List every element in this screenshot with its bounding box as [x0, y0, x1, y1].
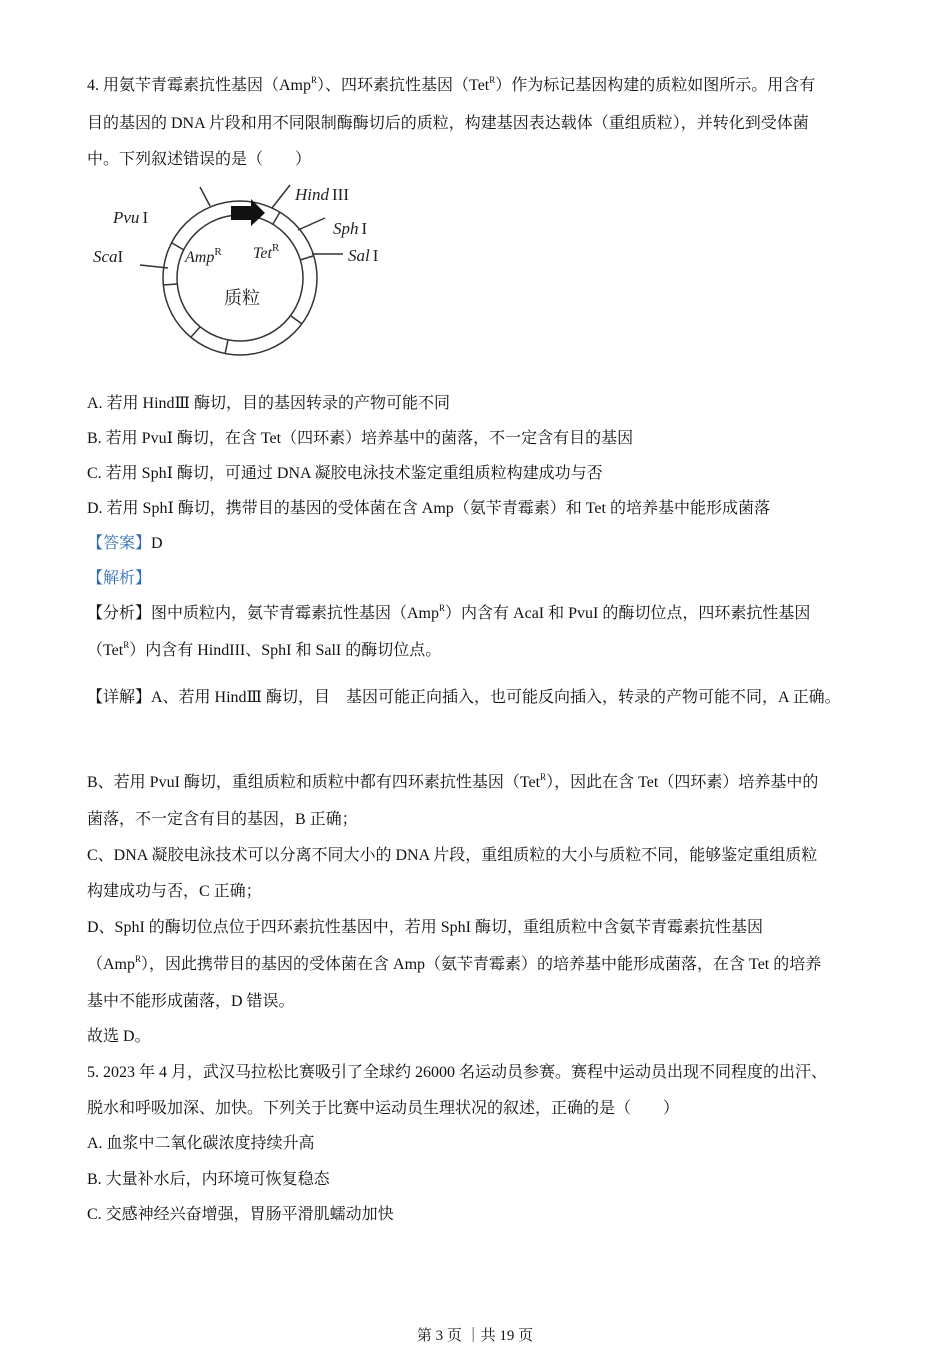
text-line — [87, 882, 262, 902]
text-line — [87, 1099, 679, 1119]
text-segment: ）内含有 HindIII、SphI 和 SalI 的酶切位点。 — [129, 642, 442, 659]
label-sal: Sal I — [348, 246, 379, 265]
text-line — [87, 1063, 827, 1083]
plasmid-diagram — [85, 180, 405, 360]
pvu-site-line — [200, 187, 210, 206]
text-segment: ）内含有 AcaI 和 PvuI 的酶切位点，四环素抗性基因 — [445, 605, 811, 622]
text-segment: C、DNA 凝胶电泳技术可以分离不同大小的 DNA 片段，重组质粒的大小与质粒不同，能够鉴定重组质粒 — [87, 847, 818, 864]
label-amp: Amp$^R$ — [185, 246, 222, 266]
text-line — [87, 150, 311, 170]
label-tet: Tet$^R$ — [253, 242, 280, 262]
text-segment: ）作为标记基因构建的质粒如图所示。用含有 — [495, 77, 816, 94]
text-line — [87, 955, 821, 975]
text-line — [87, 992, 295, 1012]
text-segment: （Tet — [87, 642, 124, 659]
text-line — [87, 918, 763, 938]
text-segment: ），因此在含 Tet（四环素）培养基中的 — [546, 774, 819, 791]
text-segment: D、SphI 的酶切位点位于四环素抗性基因中，若用 SphI 酶切，重组质粒中含氨苄青霉素抗性基因 — [87, 919, 764, 936]
text-segment: ），因此携带目的基因的受体菌在含 Amp（氨苄青霉素）的培养基中能形成菌落，在含 Tet 的培养 — [141, 956, 822, 973]
superscript: R — [311, 75, 318, 85]
text-segment: C. 若用 SphⅠ 酶切，可通过 DNA 凝胶电泳技术鉴定重组质粒构建成功与否 — [87, 465, 603, 482]
sph-site-line — [298, 218, 325, 230]
plasmid-outer-ring — [163, 201, 317, 355]
text-segment: 构建成功与否，C 正确； — [87, 883, 262, 900]
label-pvu: Pvu I — [113, 208, 149, 227]
text-segment: 故选 D。 — [87, 1028, 151, 1045]
text-segment: C. 交感神经兴奋增强，胃肠平滑肌蠕动加快 — [87, 1206, 394, 1223]
superscript: R — [489, 75, 496, 85]
text-segment: 中。下列叙述错误的是（ ） — [87, 151, 312, 168]
text-segment: A. 血浆中二氧化碳浓度持续升高 — [87, 1135, 315, 1152]
superscript: R — [540, 772, 547, 782]
text-line — [87, 1170, 330, 1190]
text-segment: （Amp — [87, 956, 136, 973]
text-segment: 目的基因的 DNA 片段和用不同限制酶酶切后的质粒，构建基因表达载体（重组质粒），并转化到受体菌 — [87, 115, 809, 132]
text-segment: 脱水和呼吸加深、加快。下列关于比赛中运动员生理状况的叙述，正确的是（ ） — [87, 1100, 680, 1117]
text-line — [87, 1027, 151, 1047]
text-line — [87, 773, 818, 793]
text-line — [87, 604, 810, 624]
plasmid-inner-ring — [177, 215, 303, 341]
text-segment: ）、四环素抗性基因（Tet — [317, 77, 490, 94]
text-segment: B. 若用 PvuⅠ 酶切，在含 Tet（四环素）培养基中的菌落，不一定含有目的基因 — [87, 430, 634, 447]
text-segment: 菌落，不一定含有目的基因，B 正确； — [87, 811, 358, 828]
section-label: 【解析】 — [87, 570, 152, 587]
text-segment: 4. 用氨苄青霉素抗性基因（Amp — [87, 77, 312, 94]
text-segment: B. 大量补水后，内环境可恢复稳态 — [87, 1171, 330, 1188]
section-label: 【答案】 — [87, 535, 152, 552]
label-hind: Hind III — [295, 185, 349, 204]
text-line — [87, 429, 633, 449]
label-sca: ScaI — [93, 247, 124, 266]
text-line — [87, 499, 770, 519]
text-line — [87, 464, 603, 484]
text-line — [87, 1134, 315, 1154]
superscript: R — [123, 640, 130, 650]
text-line — [87, 641, 441, 661]
label-sph: Sph I — [333, 219, 368, 238]
label-plasmid: 质粒 — [224, 288, 260, 309]
text-line — [87, 394, 450, 414]
text-segment: 5. 2023 年 4 月，武汉马拉松比赛吸引了全球约 26000 名运动员参赛。赛程中运动员出现不同程度的出汗、 — [87, 1064, 828, 1081]
hind-site-line — [272, 185, 290, 208]
text-segment: D — [151, 535, 163, 552]
text-line — [87, 1205, 394, 1225]
text-segment: A. 若用 HindⅢ 酶切，目的基因转录的产物可能不同 — [87, 395, 450, 412]
page-footer: 第 3 页 ｜共 19 页 — [416, 1328, 534, 1344]
superscript: R — [135, 954, 142, 964]
text-line — [87, 810, 358, 830]
text-line — [87, 688, 841, 708]
text-line — [87, 76, 815, 96]
text-segment: 【分析】图中质粒内，氨苄青霉素抗性基因（Amp — [87, 605, 440, 622]
text-line — [87, 534, 163, 554]
text-line — [87, 569, 151, 589]
text-segment: B、若用 PvuI 酶切，重组质粒和质粒中都有四环素抗性基因（Tet — [87, 774, 541, 791]
text-line — [87, 114, 809, 134]
text-segment: 【详解】A、若用 HindⅢ 酶切，目 基因可能正向插入，也可能反向插入，转录的产物可能不同，A 正确。 — [87, 689, 841, 706]
text-line — [87, 846, 817, 866]
superscript: R — [439, 603, 446, 613]
text-segment: D. 若用 SphⅠ 酶切，携带目的基因的受体菌在含 Amp（氨苄青霉素）和 Tet 的培养基中能形成菌落 — [87, 500, 770, 517]
text-segment: 基中不能形成菌落，D 错误。 — [87, 993, 295, 1010]
